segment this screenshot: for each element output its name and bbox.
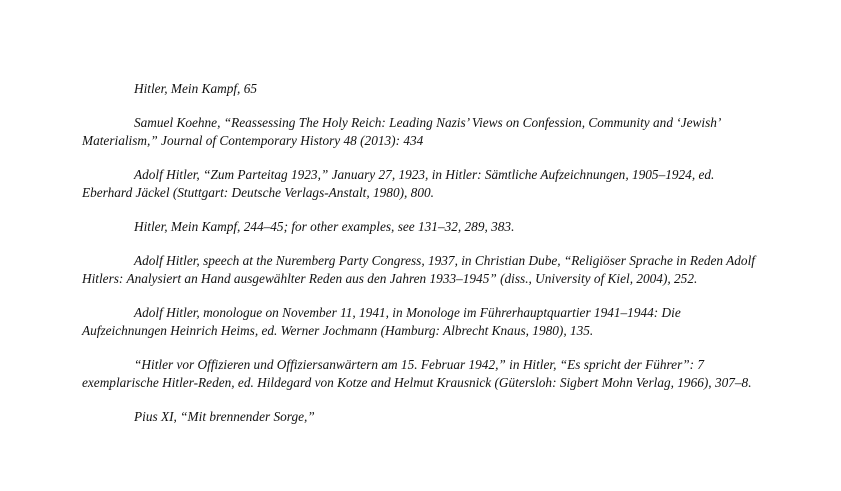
endnote: “Hitler vor Offizieren und Offiziersanwärtern am 15. Februar 1942,” in Hitler, “Es spricht der Führer”: 7 exemplarische Hitler-Reden, ed. Hildegard von Kotze and Helmut Krausnick (Gütersloh: Sigbert Mohn Verlag, 1966), 307–8. bbox=[82, 357, 752, 390]
endnote: Adolf Hitler, speech at the Nuremberg Party Congress, 1937, in Christian Dube, “Religiöser Sprache in Reden Adolf Hitlers: Analysiert an Hand ausgewählter Reden aus den Jahren 1933–1945” (diss., University of Kiel, 2004), 252. bbox=[82, 253, 755, 286]
endnote: Hitler, Mein Kampf, 65 bbox=[134, 81, 257, 96]
endnote: Hitler, Mein Kampf, 244–45; for other examples, see 131–32, 289, 383. bbox=[134, 219, 515, 234]
endnote: Adolf Hitler, “Zum Parteitag 1923,” January 27, 1923, in Hitler: Sämtliche Aufzeichnungen, 1905–1924, ed. Eberhard Jäckel (Stuttgart: Deutsche Verlags-Anstalt, 1980), 800. bbox=[82, 167, 715, 200]
endnotes-list bbox=[82, 80, 762, 442]
endnote: Samuel Koehne, “Reassessing The Holy Reich: Leading Nazis’ Views on Confession, Community and ‘Jewish’ Materialism,” Journal of Contemporary History 48 (2013): 434 bbox=[82, 115, 720, 148]
endnote: Adolf Hitler, monologue on November 11, 1941, in Monologe im Führerhauptquartier 1941–1944: Die Aufzeichnungen Heinrich Heims, ed. Werner Jochmann (Hamburg: Albrecht Knaus, 1980), 135. bbox=[82, 305, 681, 338]
endnote: Pius XI, “Mit brennender Sorge,” bbox=[134, 409, 315, 424]
